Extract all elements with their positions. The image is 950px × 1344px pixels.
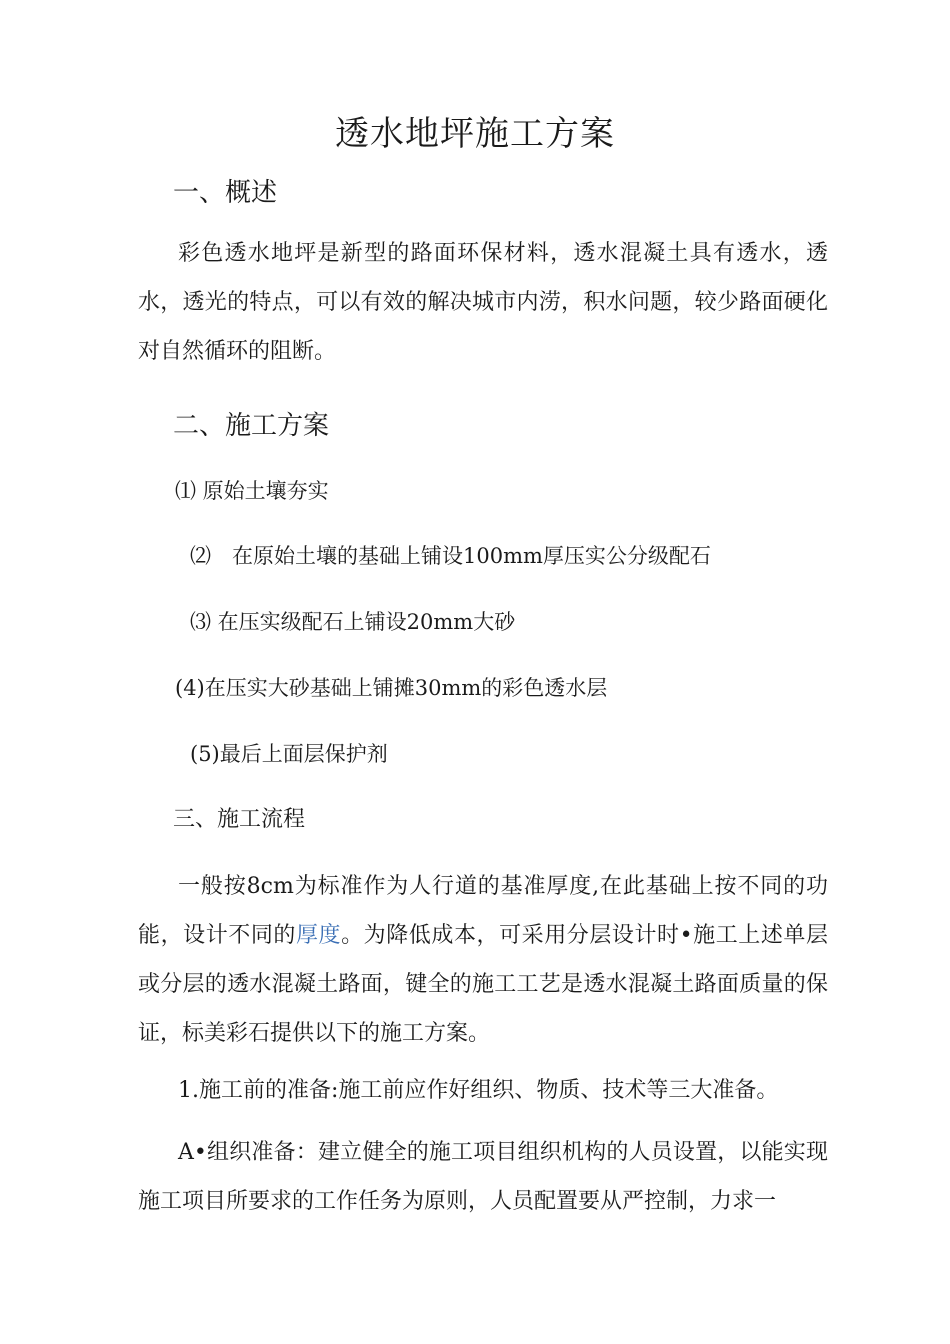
overview-paragraph: 彩色透水地坪是新型的路面环保材料，透水混凝土具有透水，透水，透光的特点，可以有效的解决城市内涝，积水问题，较少路面硬化对自然循环的阻断。	[138, 241, 828, 364]
step-item-5: (5)最后上面层保护剂	[190, 742, 388, 766]
process-paragraph	[138, 862, 828, 1058]
step-item-3: ⑶ 在压实级配石上铺设20mm大砂	[190, 610, 516, 634]
process-text-end: 。为降低成本，可采用分层设计时•施工上述单层或分层的透水混凝土路面，键全的施工工艺是透水混凝土路面质量的保证，标美彩石提供以下的施工方案。	[138, 923, 828, 1046]
preparation-item: 1.施工前的准备:施工前应作好组织、物质、技术等三大准备。	[178, 1078, 779, 1103]
step-item-4: (4)在压实大砂基础上铺摊30mm的彩色透水层	[175, 676, 608, 700]
section-heading-construction-plan: 二、施工方案	[173, 411, 330, 441]
document-title: 透水地坪施工方案	[335, 114, 615, 154]
organization-preparation-paragraph: A•组织准备：建立健全的施工项目组织机构的人员设置，以能实现施工项目所要求的工作任务为原则，人员配置要从严控制，力求一	[138, 1140, 828, 1214]
step-item-2: ⑵ 在原始土壤的基础上铺设100mm厚压实公分级配石	[190, 544, 711, 568]
section-heading-overview: 一、概述	[173, 178, 278, 208]
step-item-1: ⑴ 原始土壤夯实	[175, 479, 329, 503]
thickness-link[interactable]: 厚度	[295, 923, 342, 948]
process-text-start: 一般按8cm为标准作为人行道的基准厚度,在此基础上按不同的功能，设计不同的	[138, 874, 828, 948]
section-heading-process: 三、施工流程	[173, 807, 306, 832]
